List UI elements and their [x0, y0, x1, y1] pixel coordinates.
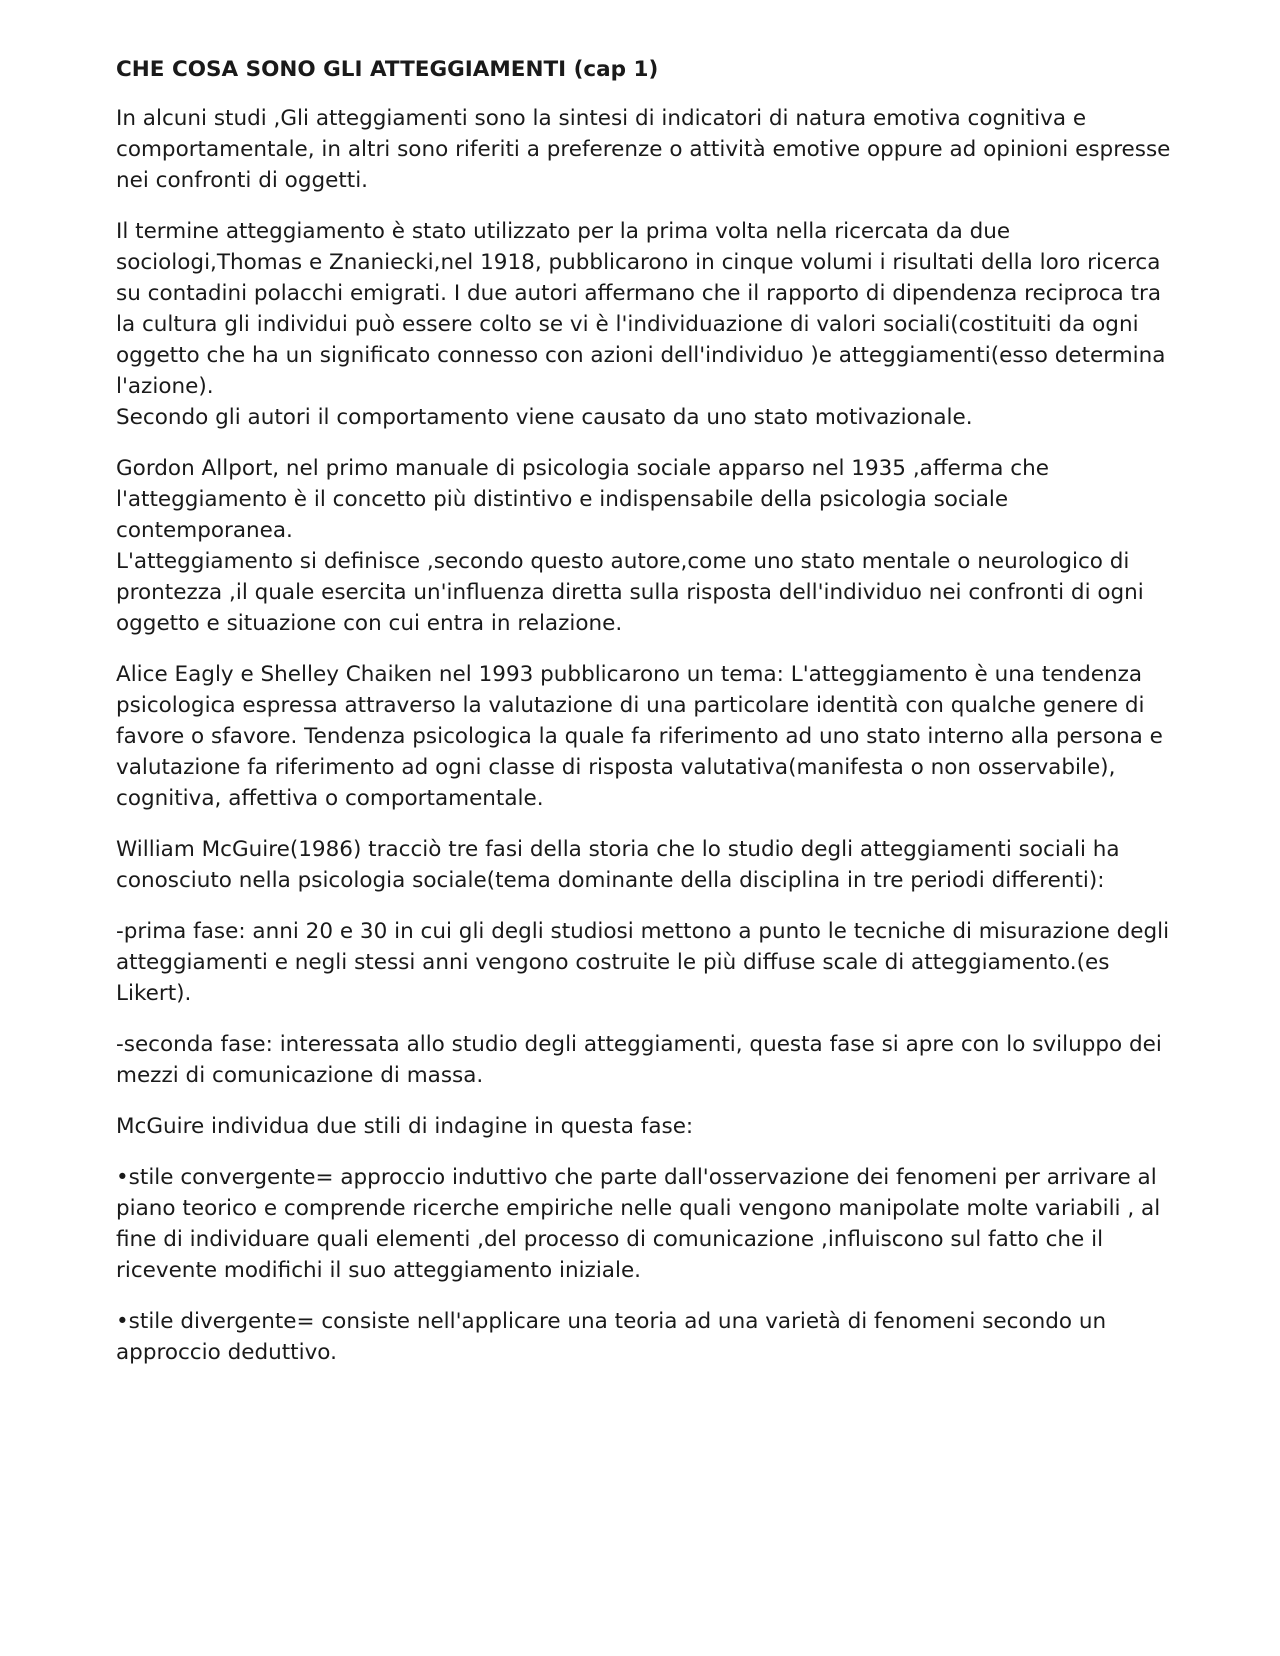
paragraph-line: •stile divergente= consiste nell'applicare una teoria ad una varietà di fenomeni secondo un approccio deduttivo.: [116, 1309, 1107, 1365]
paragraph-allport: [116, 453, 1176, 639]
paragraph-line: In alcuni studi ,Gli atteggiamenti sono la sintesi di indicatori di natura emotiva cognitiva e comportamentale, in altri sono riferiti a preferenze o attività emotive oppure ad opinioni espresse nei confronti di oggetti.: [116, 106, 1171, 193]
paragraph-stile-convergente: [116, 1162, 1176, 1286]
paragraph-line: William McGuire(1986) tracciò tre fasi della storia che lo studio degli atteggiamenti sociali ha conosciuto nella psicologia sociale(tema dominante della disciplina in tre periodi differenti):: [116, 837, 1120, 893]
paragraph-line: •stile convergente= approccio induttivo che parte dall'osservazione dei fenomeni per arrivare al piano teorico e comprende ricerche empiriche nelle quali vengono manipolate molte variabili , al fine di individuare quali elementi ,del processo di comunicazione ,influiscono sul fatto che il ricevente modifichi il suo atteggiamento iniziale.: [116, 1165, 1161, 1283]
paragraph-line: Secondo gli autori il comportamento viene causato da uno stato motivazionale.: [116, 405, 973, 430]
paragraph-thomas-znaniecki: [116, 216, 1176, 433]
page-title: CHE COSA SONO GLI ATTEGGIAMENTI (cap 1): [116, 57, 659, 82]
paragraph-seconda-fase: [116, 1029, 1176, 1091]
paragraph-line: Gordon Allport, nel primo manuale di psicologia sociale apparso nel 1935 ,afferma che l'atteggiamento è il concetto più distintivo e indispensabile della psicologia sociale contemporanea.: [116, 456, 1049, 543]
paragraph-mcguire: [116, 834, 1176, 896]
paragraph-eagly-chaiken: [116, 659, 1176, 814]
paragraph-line: -seconda fase: interessata allo studio degli atteggiamenti, questa fase si apre con lo sviluppo dei mezzi di comunicazione di massa.: [116, 1032, 1162, 1088]
paragraph-intro: [116, 103, 1176, 196]
paragraph-stile-divergente: [116, 1306, 1176, 1368]
paragraph-line: Il termine atteggiamento è stato utilizzato per la prima volta nella ricercata da due sociologi,Thomas e Znaniecki,nel 1918, pubblicarono in cinque volumi i risultati della loro ricerca su contadini polacchi emigrati. I due autori affermano che il rapporto di dipendenza reciproca tra la cultura gli individui può essere colto se vi è l'individuazione di valori sociali(costituiti da ogni oggetto che ha un significato connesso con azioni dell'individuo )e atteggiamenti(esso determina l'azione).: [116, 219, 1166, 399]
paragraph-line: Alice Eagly e Shelley Chaiken nel 1993 pubblicarono un tema: L'atteggiamento è una tendenza psicologica espressa attraverso la valutazione di una particolare identità con qualche genere di favore o sfavore. Tendenza psicologica la quale fa riferimento ad uno stato interno alla persona e valutazione fa riferimento ad ogni classe di risposta valutativa(manifesta o non osservabile), cognitiva, affettiva o comportamentale.: [116, 662, 1163, 811]
paragraph-stili-intro: [116, 1111, 1176, 1142]
paragraph-line: L'atteggiamento si definisce ,secondo questo autore,come uno stato mentale o neurologico di prontezza ,il quale esercita un'influenza diretta sulla risposta dell'individuo nei confronti di ogni oggetto e situazione con cui entra in relazione.: [116, 549, 1144, 636]
paragraph-line: -prima fase: anni 20 e 30 in cui gli degli studiosi mettono a punto le tecniche di misurazione degli atteggiamenti e negli stessi anni vengono costruite le più diffuse scale di atteggiamento.(es Likert).: [116, 919, 1170, 1006]
paragraph-line: McGuire individua due stili di indagine in questa fase:: [116, 1114, 694, 1139]
paragraph-prima-fase: [116, 916, 1176, 1009]
document-body: [116, 54, 1176, 1388]
